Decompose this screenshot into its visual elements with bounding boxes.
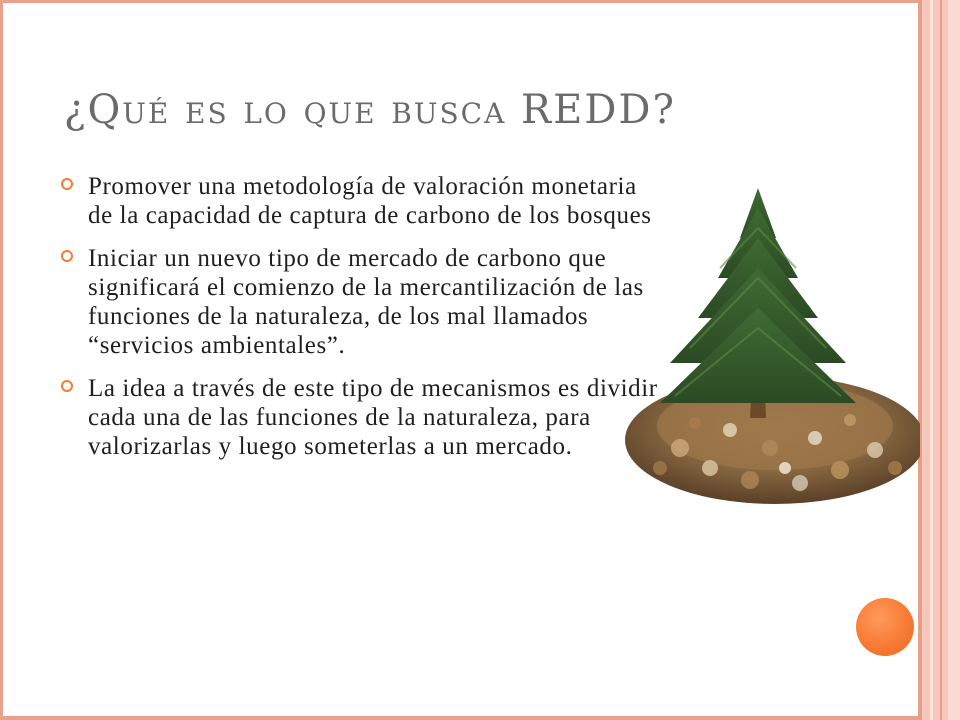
- band-stripe: [948, 0, 960, 720]
- bullet-circle-icon: [60, 249, 74, 263]
- bullet-item: [60, 374, 660, 461]
- right-decorative-band: [918, 0, 960, 720]
- border-bottom: [0, 716, 918, 720]
- bullet-circle-icon: [60, 177, 74, 191]
- title-suffix: REDD?: [521, 87, 676, 133]
- bullet-text: La idea a través de este tipo de mecanismos es dividir cada una de las funciones de la naturaleza, para valorizarlas y luego someterlas a un mercado.: [88, 375, 658, 460]
- orange-circle-decoration: [856, 598, 914, 656]
- title-smallcaps: ué es lo que busca: [122, 87, 522, 133]
- bullet-item: [60, 244, 660, 360]
- border-left: [0, 0, 3, 720]
- bullet-text: Iniciar un nuevo tipo de mercado de carbono que significará el comienzo de la mercantilización de las funciones de la naturaleza, de los mal llamados “servicios ambientales”.: [88, 245, 644, 359]
- border-top: [0, 0, 918, 3]
- title-prefix: ¿Q: [64, 87, 123, 133]
- bullet-item: [60, 172, 660, 230]
- band-stripe: [940, 0, 942, 720]
- bullet-circle-icon: [60, 379, 74, 393]
- bullet-list: [60, 172, 660, 475]
- slide-title: [64, 86, 884, 134]
- bullet-text: Promover una metodología de valoración monetaria de la capacidad de captura de carbono de los bosques: [88, 173, 652, 229]
- band-stripe: [930, 0, 933, 720]
- sapling-on-coins-image: [600, 168, 920, 528]
